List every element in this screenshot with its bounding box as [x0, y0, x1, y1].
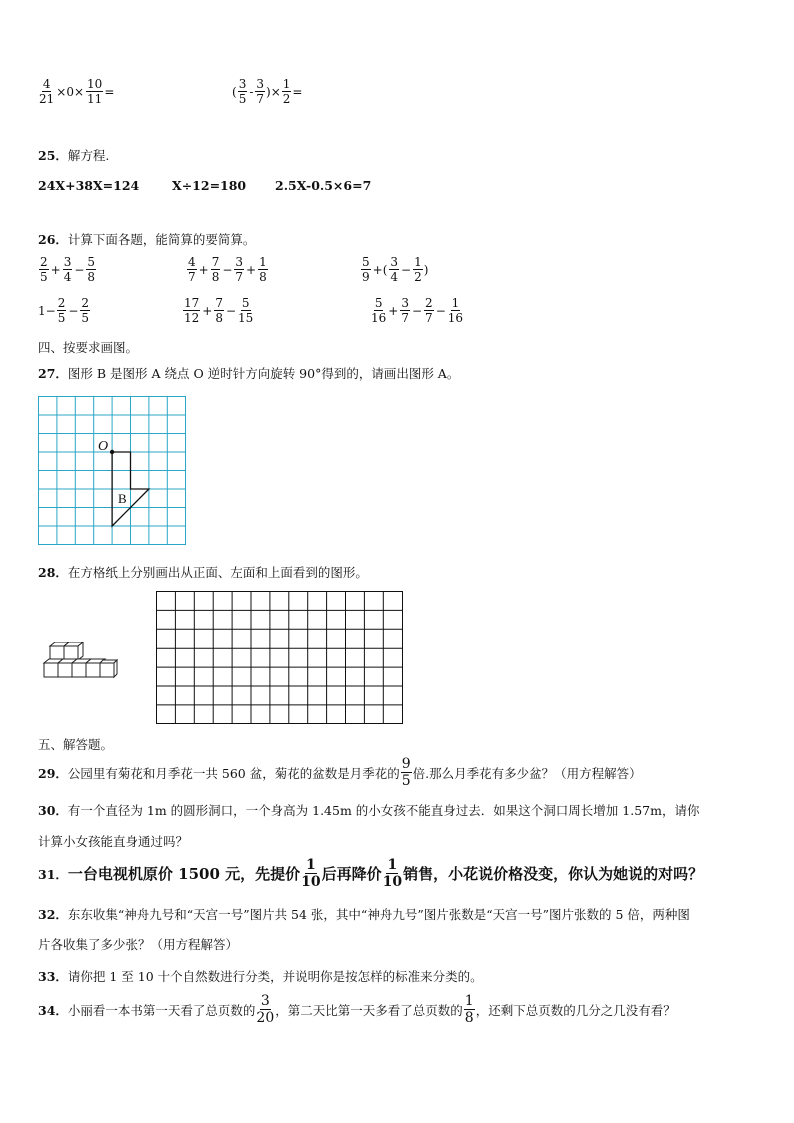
equation-2: X÷12=180 — [172, 178, 247, 193]
fraction: $\frac{3}{20}$ — [256, 993, 275, 1026]
fraction: $\frac{9}{5}$ — [401, 756, 411, 789]
question-31-text: 31． 一台电视机原价 1500 元，先提价 $\frac{1}{10}$ 后再降价 $\frac{1}{10}$ 销售，小花说价格没变，你认为她说的对吗？ — [38, 857, 704, 890]
fraction: $\frac{1}{8}$ — [464, 993, 474, 1026]
section-4-heading: 四、按要求画图。 — [38, 340, 139, 355]
calc-r1c2: $\frac{4}{7}$ + $\frac{7}{8}$ − $\frac{3}{7}$ + $\frac{1}{8}$ — [188, 255, 267, 284]
shape-b-label: B — [118, 491, 127, 506]
question-33-text: 33．请你把 1 至 10 十个自然数进行分类，并说明你是按怎样的标准来分类的。 — [38, 969, 483, 984]
question-30-line-2: 计算小女孩能直身通过吗？ — [38, 834, 189, 849]
question-25-title: 25．解方程. — [38, 148, 110, 163]
question-34-text: 34． 小丽看一本书第一天看了总页数的 $\frac{3}{20}$ ，第二天比第一天多看了总页数的 $\frac{1}{8}$ ，还剩下总页数的几分之几没有看？ — [38, 993, 676, 1026]
grid-lines — [156, 591, 403, 724]
top-expression-2: ( $\frac{3}{5}$ - $\frac{3}{7}$ )× $\frac{1}{2}$ = — [232, 77, 303, 106]
fraction: $\frac{3}{5}$ — [238, 77, 247, 106]
equation-1: 24X+38X=124 — [38, 178, 140, 193]
calc-r2c3: $\frac{5}{16}$ + $\frac{3}{7}$ − $\frac{2}{7}$ − $\frac{1}{16}$ — [371, 296, 464, 325]
equation-3: 2.5X-0.5×6=7 — [275, 178, 372, 193]
fraction: $\frac{1}{10}$ — [382, 857, 403, 890]
question-27-text: 27．图形 B 是图形 A 绕点 O 逆时针方向旋转 90°得到的，请画出图形 A。 — [38, 366, 460, 381]
point-o — [110, 450, 114, 454]
calc-r1c1: $\frac{2}{5}$ + $\frac{3}{4}$ − $\frac{5}{8}$ — [40, 255, 96, 284]
calc-r1c3: $\frac{5}{9}$ +( $\frac{3}{4}$ − $\frac{1}{2}$ ) — [362, 255, 429, 284]
calc-r2c1: 1− $\frac{2}{5}$ − $\frac{2}{5}$ — [38, 296, 90, 325]
point-o-label: O — [98, 439, 109, 454]
fraction: $\frac{1}{2}$ — [282, 77, 291, 106]
fraction: $\frac{1}{10}$ — [301, 857, 321, 890]
drawing-grid[interactable] — [156, 591, 404, 725]
fraction: $\frac{10}{11}$ — [87, 77, 103, 106]
question-29-text: 29． 公园里有菊花和月季花一共 560 盆，菊花的盆数是月季花的 $\frac{9}{5}$ 倍.那么月季花有多少盆？（用方程解答） — [38, 756, 642, 789]
question-32-line-1: 32．东东收集“神舟九号和“天宫一号”图片共 54 张，其中“神舟九号”图片张数是“天宫一号”图片张数的 5 倍，两种图 — [38, 907, 690, 922]
question-32-line-2: 片各收集了多少张？（用方程解答） — [38, 937, 239, 952]
question-30-line-1: 30．有一个直径为 1m 的圆形洞口，一个身高为 1.45m 的小女孩不能直身过去．如果这个洞口周长增加 1.57m，请你 — [38, 803, 700, 818]
question-28-text: 28．在方格纸上分别画出从正面、左面和上面看到的图形。 — [38, 565, 368, 580]
rotation-grid[interactable] — [38, 396, 188, 548]
top-expression-1: $\frac{4}{21}$ ×0× $\frac{10}{11}$ = — [39, 77, 115, 106]
fraction: $\frac{4}{21}$ — [39, 77, 55, 106]
question-26-title: 26．计算下面各题，能简算的要简算。 — [38, 232, 256, 247]
section-5-heading: 五、解答题。 — [38, 737, 114, 752]
calc-r2c2: $\frac{17}{12}$ + $\frac{7}{8}$ − $\frac{5}{15}$ — [184, 296, 254, 325]
cube-stack-figure — [42, 642, 118, 682]
fraction: $\frac{3}{7}$ — [256, 77, 265, 106]
